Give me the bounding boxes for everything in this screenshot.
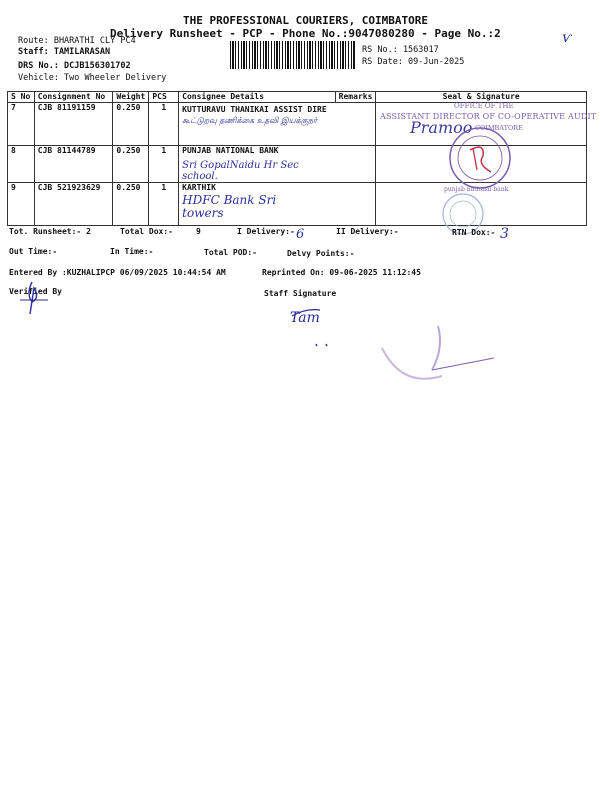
rtn-dox-value: 3 bbox=[500, 226, 509, 242]
entered-by: Entered By :KUZHALIPCP 06/09/2025 10:44:54 AM bbox=[9, 268, 226, 277]
ii-delivery-label: II Delivery:- bbox=[336, 227, 399, 236]
runsheet-subtitle: Delivery Runsheet - PCP - Phone No.:9047080280 - Page No.:2 bbox=[110, 27, 501, 40]
cell-consignee bbox=[179, 146, 336, 183]
table-header-row bbox=[8, 92, 587, 103]
col-header: Consignment No bbox=[34, 92, 113, 103]
company-name: THE PROFESSIONAL COURIERS, COIMBATORE bbox=[183, 14, 429, 27]
cell-pcs: 1 bbox=[149, 103, 179, 146]
staff-signature-strokes bbox=[286, 300, 356, 355]
col-header: Remarks bbox=[335, 92, 376, 103]
consignee-name: PUNJAB NATIONAL BANK bbox=[182, 146, 279, 155]
faded-stamp-bottom bbox=[372, 318, 502, 390]
vehicle-label: Vehicle: Two Wheeler Delivery bbox=[18, 73, 167, 83]
rs-number: RS No.: 1563017 bbox=[362, 45, 439, 55]
cell-sno: 8 bbox=[8, 146, 35, 183]
cell-pcs: 1 bbox=[149, 146, 179, 183]
barcode bbox=[230, 41, 356, 69]
office-stamp-line1: OFFICE OF THE bbox=[454, 102, 514, 110]
col-header: Seal & Signature bbox=[376, 92, 587, 103]
col-header: Weight bbox=[113, 92, 149, 103]
rtn-dox-label: RTN Dox:- bbox=[452, 228, 496, 237]
consignee-name: KUTTURAVU THANIKAI ASSIST DIRE bbox=[182, 105, 327, 114]
cell-remarks bbox=[335, 146, 376, 183]
handwritten-receiver: Sri GopalNaidu Hr Sec school. bbox=[182, 160, 299, 182]
staff-label: Staff: TAMILARASAN bbox=[18, 47, 111, 57]
in-time: In Time:- bbox=[110, 247, 154, 256]
cell-consignee bbox=[179, 183, 336, 226]
office-stamp-line3: COIMBATORE bbox=[475, 124, 523, 132]
staff-signature-label: Staff Signature bbox=[264, 289, 337, 298]
cell-sno: 9 bbox=[8, 183, 35, 226]
reprinted-on: Reprinted On: 09-06-2025 11:12:45 bbox=[262, 268, 421, 277]
handwritten-receiver: கூட்டுறவு தணிக்கை உதவி இயக்குநர் bbox=[182, 116, 318, 125]
i-delivery-label: I Delivery:- bbox=[237, 227, 295, 236]
cell-weight: 0.250 bbox=[113, 183, 149, 226]
verifier-signature bbox=[14, 278, 54, 318]
out-time: Out Time:- bbox=[9, 247, 58, 256]
col-header: S No bbox=[8, 92, 35, 103]
cell-consignment: CJB 81191159 bbox=[34, 103, 113, 146]
cell-consignment: CJB 81144789 bbox=[34, 146, 113, 183]
signature-pramoo: Pramoo bbox=[410, 118, 473, 137]
total-pod: Total POD:- bbox=[204, 248, 257, 257]
total-dox-value: 9 bbox=[196, 227, 201, 236]
total-dox-label: Total Dox:- bbox=[120, 227, 173, 236]
cell-consignee bbox=[179, 103, 336, 146]
delvy-points: Delvy Points:- bbox=[287, 249, 355, 258]
rs-date: RS Date: 09-Jun-2025 bbox=[362, 57, 465, 67]
drs-number: DRS No.: DCJB156301702 bbox=[18, 61, 131, 71]
cell-remarks bbox=[335, 183, 376, 226]
i-delivery-value: 6 bbox=[296, 227, 305, 242]
handwritten-receiver: HDFC Bank Sri towers bbox=[182, 193, 277, 220]
verified-by: Verified By bbox=[9, 287, 62, 296]
bank-stamp-text: punjab national bank bbox=[444, 186, 509, 193]
corner-mark: ѵ bbox=[562, 30, 572, 46]
cell-weight: 0.250 bbox=[113, 146, 149, 183]
consignee-name: KARTHIK bbox=[182, 183, 216, 192]
cell-consignment: CJB 521923629 bbox=[34, 183, 113, 226]
cell-pcs: 1 bbox=[149, 183, 179, 226]
route-label: Route: BHARATHI CLY PC4 bbox=[18, 36, 136, 46]
staff-signature: Tam bbox=[290, 310, 320, 326]
col-header: Consignee Details bbox=[179, 92, 336, 103]
tot-runsheet: Tot. Runsheet:- 2 bbox=[9, 227, 91, 236]
cell-remarks bbox=[335, 103, 376, 146]
office-stamp-line2: ASSISTANT DIRECTOR OF CO-OPERATIVE AUDIT bbox=[380, 112, 597, 121]
cell-sno: 7 bbox=[8, 103, 35, 146]
cell-weight: 0.250 bbox=[113, 103, 149, 146]
col-header: PCS bbox=[149, 92, 179, 103]
